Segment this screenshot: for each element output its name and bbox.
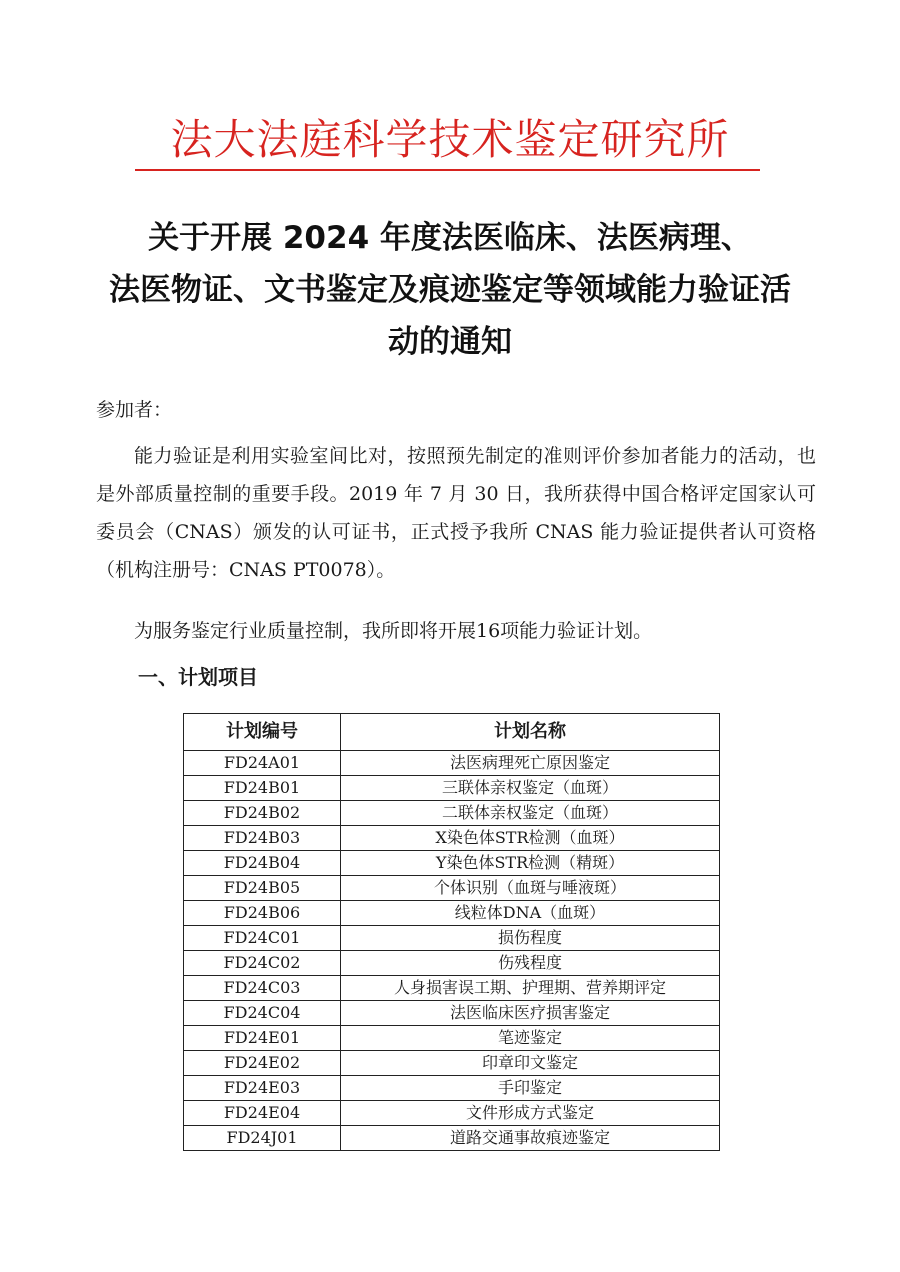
plan-name-cell: X染色体STR检测（血斑）: [341, 826, 720, 851]
header-plan-code: 计划编号: [184, 714, 341, 751]
plan-code-cell: FD24B02: [184, 801, 341, 826]
plan-name-cell: 线粒体DNA（血斑）: [341, 901, 720, 926]
table-row: [184, 1076, 720, 1101]
plan-name-cell: 个体识别（血斑与唾液斑）: [341, 876, 720, 901]
plan-code-cell: FD24E02: [184, 1051, 341, 1076]
plan-name-cell: 伤残程度: [341, 951, 720, 976]
plan-name-cell: 法医病理死亡原因鉴定: [341, 751, 720, 776]
table-row: [184, 876, 720, 901]
table-row: [184, 901, 720, 926]
intro-paragraph: 能力验证是利用实验室间比对，按照预先制定的准则评价参加者能力的活动，也是外部质量控制的重要手段。2019 年 7 月 30 日，我所获得中国合格评定国家认可委员会（CNAS）颁发的认可证书，正式授予我所 CNAS 能力验证提供者认可资格（机构注册号：CNAS PT0078）。: [96, 445, 816, 581]
section-heading-plan-items: 一、计划项目: [138, 665, 258, 689]
table-header-row: [184, 714, 720, 751]
header-plan-name: 计划名称: [341, 714, 720, 751]
plan-code-cell: FD24C04: [184, 1001, 341, 1026]
table-row: [184, 1126, 720, 1151]
document-title: [60, 212, 840, 368]
plan-name-cell: 人身损害误工期、护理期、营养期评定: [341, 976, 720, 1001]
plan-code-cell: FD24B05: [184, 876, 341, 901]
plan-name-cell: 二联体亲权鉴定（血斑）: [341, 801, 720, 826]
plan-code-cell: FD24C03: [184, 976, 341, 1001]
table-row: [184, 926, 720, 951]
salutation: 参加者：: [96, 399, 173, 421]
table-row: [184, 1101, 720, 1126]
table-row: [184, 826, 720, 851]
table-row: [184, 1051, 720, 1076]
plan-name-cell: Y染色体STR检测（精斑）: [341, 851, 720, 876]
plan-table: [183, 713, 720, 1151]
plan-count-paragraph: 为服务鉴定行业质量控制，我所即将开展16项能力验证计划。: [134, 620, 653, 642]
plan-code-cell: FD24C01: [184, 926, 341, 951]
plan-code-cell: FD24B03: [184, 826, 341, 851]
plan-code-cell: FD24B01: [184, 776, 341, 801]
plan-name-cell: 印章印文鉴定: [341, 1051, 720, 1076]
table-row: [184, 851, 720, 876]
table-row: [184, 801, 720, 826]
plan-code-cell: FD24B04: [184, 851, 341, 876]
plan-code-cell: FD24E04: [184, 1101, 341, 1126]
plan-name-cell: 法医临床医疗损害鉴定: [341, 1001, 720, 1026]
plan-name-cell: 手印鉴定: [341, 1076, 720, 1101]
plan-name-cell: 三联体亲权鉴定（血斑）: [341, 776, 720, 801]
document-title-line-3: 动的通知: [388, 324, 512, 360]
document-title-line-2: 法医物证、文书鉴定及痕迹鉴定等领域能力验证活: [109, 272, 791, 308]
plan-code-cell: FD24C02: [184, 951, 341, 976]
document-title-line-1: 关于开展 2024 年度法医临床、法医病理、: [148, 220, 752, 256]
header-red-rule: [135, 169, 760, 171]
table-row: [184, 1001, 720, 1026]
plan-code-cell: FD24A01: [184, 751, 341, 776]
plan-name-cell: 笔迹鉴定: [341, 1026, 720, 1051]
plan-code-cell: FD24B06: [184, 901, 341, 926]
plan-name-cell: 道路交通事故痕迹鉴定: [341, 1126, 720, 1151]
plan-table-body: [184, 751, 720, 1151]
plan-code-cell: FD24J01: [184, 1126, 341, 1151]
plan-code-cell: FD24E01: [184, 1026, 341, 1051]
table-row: [184, 1026, 720, 1051]
organization-name: 法大法庭科学技术鉴定研究所: [170, 115, 730, 164]
plan-name-cell: 损伤程度: [341, 926, 720, 951]
table-row: [184, 951, 720, 976]
table-row: [184, 976, 720, 1001]
table-row: [184, 776, 720, 801]
plan-code-cell: FD24E03: [184, 1076, 341, 1101]
table-row: [184, 751, 720, 776]
plan-name-cell: 文件形成方式鉴定: [341, 1101, 720, 1126]
